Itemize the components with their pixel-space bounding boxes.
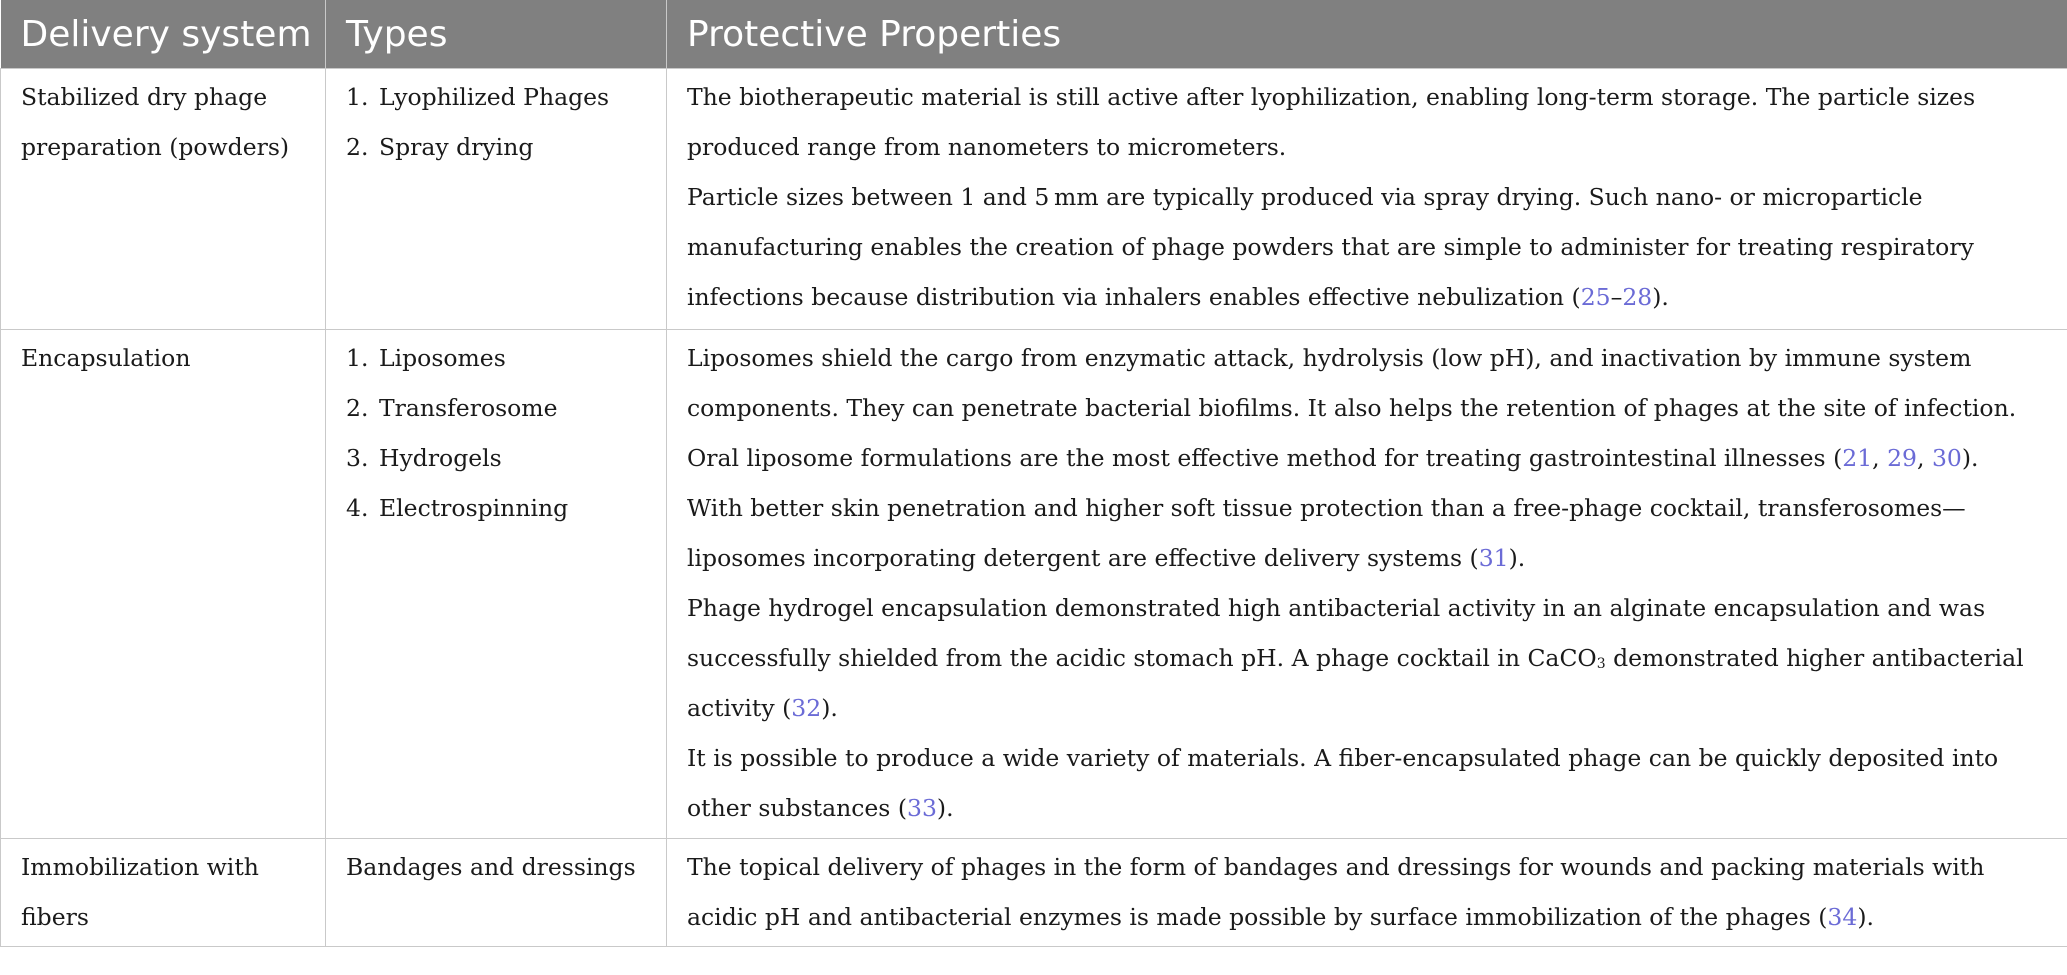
property-paragraph: The biotherapeutic material is still active after lyophilization, enabling long-term storage. The particle sizes produced range from nanometers to micrometers. — [687, 83, 1976, 161]
property-paragraph — [687, 842, 2053, 942]
header-types: Types — [326, 0, 667, 69]
list-item — [346, 333, 656, 383]
types-cell — [326, 69, 667, 330]
list-number: 1. — [346, 344, 369, 372]
list-number: 3. — [346, 444, 369, 472]
table-row — [1, 330, 2067, 839]
property-paragraph — [687, 733, 2053, 833]
types-list — [346, 333, 656, 533]
property-paragraph — [687, 483, 2053, 583]
citation-link[interactable]: 21 — [1842, 444, 1873, 472]
paragraph-text: With better skin penetration and higher soft tissue protection than a free-phage cocktail, transferosomes—liposomes incorporating detergent are effective delivery systems ( — [687, 494, 1966, 572]
list-number: 2. — [346, 133, 369, 161]
types-cell: Bandages and dressings — [326, 839, 667, 947]
type-label: Liposomes — [379, 344, 506, 372]
paragraph-text: It is possible to produce a wide variety of materials. A fiber-encapsulated phage can be quickly deposited into other substances ( — [687, 744, 1999, 822]
citation-separator: , — [1917, 444, 1932, 472]
paragraph-end: ). — [936, 794, 954, 822]
paragraph-text: demonstrated higher antibacterial activity ( — [687, 644, 2024, 722]
table-row — [1, 839, 2067, 947]
list-item — [346, 383, 656, 433]
citation-link[interactable]: 31 — [1478, 544, 1509, 572]
header-protective-properties: Protective Properties — [667, 0, 2067, 69]
citation-link[interactable]: 33 — [907, 794, 937, 822]
protective-properties-cell — [667, 330, 2067, 839]
citation-link[interactable]: 34 — [1827, 903, 1858, 931]
list-number: 4. — [346, 494, 369, 522]
list-item — [346, 72, 656, 122]
citation-link[interactable]: 29 — [1887, 444, 1918, 472]
paragraph-text: Liposomes shield the cargo from enzymatic attack, hydrolysis (low pH), and inactivation by immune system components. They can penetrate bacterial biofilms. It also helps the retention of phages at the site of infection. Oral liposome formulations are the most effective method for treating gastrointestinal illnesses ( — [687, 344, 2017, 472]
property-paragraph — [687, 333, 2053, 483]
delivery-system-cell: Immobilization with fibers — [1, 839, 326, 947]
property-paragraph — [687, 172, 2053, 322]
protective-properties-cell — [667, 69, 2067, 330]
paragraph-end: ). — [1508, 544, 1526, 572]
table-header — [1, 0, 2067, 69]
paragraph-end: ). — [1652, 283, 1669, 311]
citation-separator: , — [1872, 444, 1888, 472]
delivery-system-cell: Stabilized dry phage preparation (powders) — [1, 69, 326, 330]
citation-link[interactable]: 25 — [1580, 283, 1611, 311]
paragraph-end: ). — [1857, 903, 1874, 931]
types-cell — [326, 330, 667, 839]
list-item — [346, 483, 656, 533]
paragraph-end: ). — [1961, 444, 1979, 472]
paragraph-text: Particle sizes between 1 and 5 mm are typically produced via spray drying. Such nano- or microparticle manufacturing enables the creation of phage powders that are simple to administer for treating respiratory infections because distribution via inhalers enables effective nebulization ( — [687, 183, 1974, 311]
list-number: 1. — [346, 83, 369, 111]
paragraph-end: ). — [821, 694, 838, 722]
type-label: Electrospinning — [379, 494, 569, 522]
types-list — [346, 72, 656, 172]
delivery-system-cell: Encapsulation — [1, 330, 326, 839]
paragraph-text: Phage hydrogel encapsulation demonstrated high antibacterial activity in an alginate encapsulation and was successfully shielded from the acidic stomach pH. A phage cocktail in CaCO — [687, 594, 1986, 672]
citation-link[interactable]: 32 — [791, 694, 822, 722]
header-delivery-system: Delivery system — [1, 0, 326, 69]
table-row — [1, 69, 2067, 330]
type-label: Transferosome — [379, 394, 558, 422]
paragraph-text: The topical delivery of phages in the form of bandages and dressings for wounds and packing materials with acidic pH and antibacterial enzymes is made possible by surface immobilization of the phages ( — [687, 853, 1985, 931]
header-row — [1, 0, 2067, 69]
citation-dash: – — [1610, 283, 1623, 311]
citation-link[interactable]: 30 — [1931, 444, 1962, 472]
subscript: 3 — [1596, 656, 1606, 672]
list-item — [346, 433, 656, 483]
list-item — [346, 122, 656, 172]
citation-link[interactable]: 28 — [1622, 283, 1653, 311]
type-label: Spray drying — [379, 133, 534, 161]
list-number: 2. — [346, 394, 369, 422]
type-label: Hydrogels — [379, 444, 502, 472]
type-label: Lyophilized Phages — [379, 83, 610, 111]
property-paragraph — [687, 583, 2053, 733]
protective-properties-cell — [667, 839, 2067, 947]
